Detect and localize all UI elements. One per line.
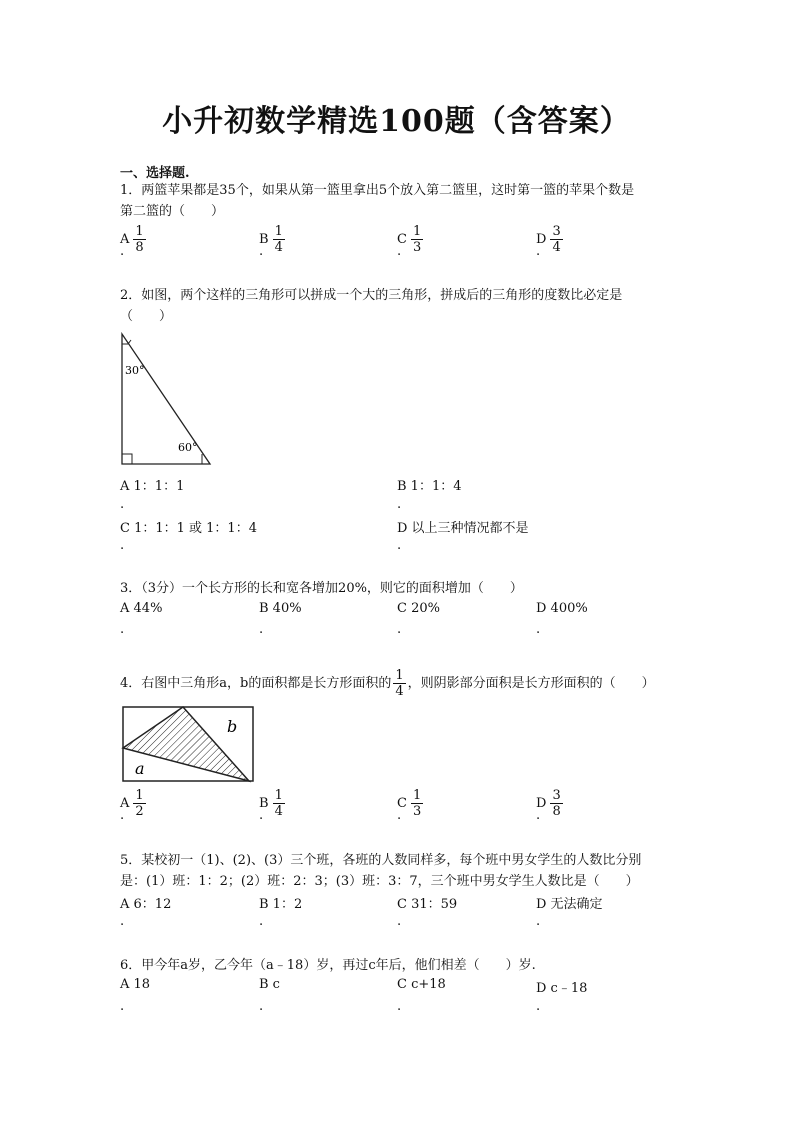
q3-option-b[interactable]: B 40% — [259, 601, 302, 616]
q6-line1: 6．甲今年a岁，乙今年（a﹣18）岁，再过c年后，他们相差（ ）岁. — [120, 958, 536, 973]
q4-option-d-fraction — [550, 788, 562, 819]
q4-line1 — [120, 668, 655, 699]
q4-option-b-fraction — [273, 788, 285, 819]
option-dot: . — [536, 999, 541, 1014]
q5-option-c[interactable]: C 31：59 — [397, 897, 458, 912]
fraction-denominator: 4 — [274, 804, 283, 819]
option-dot: . — [536, 808, 541, 823]
fraction-denominator: 4 — [274, 240, 283, 255]
fraction-denominator: 2 — [135, 804, 144, 819]
fraction-denominator: 3 — [412, 804, 422, 819]
option-dot: . — [120, 622, 125, 637]
q3-option-d[interactable]: D 400% — [536, 601, 588, 616]
q1-option-c-letter: C — [397, 232, 407, 247]
q3-line1: 3．（3分）一个长方形的长和宽各增加20%，则它的面积增加（ ） — [120, 581, 523, 596]
fraction-denominator: 3 — [412, 240, 422, 255]
fraction-numerator: 3 — [552, 224, 561, 239]
fraction-numerator: 1 — [135, 788, 144, 803]
q2-option-a[interactable]: A 1：1：1 — [120, 479, 185, 494]
fraction-denominator: 8 — [552, 804, 561, 819]
label-b: b — [227, 717, 238, 736]
option-dot: . — [397, 914, 402, 929]
q1-option-c-fraction — [411, 224, 423, 255]
q4-option-b-letter: B — [259, 796, 269, 811]
q1-option-a-letter: A — [120, 232, 130, 247]
option-dot: . — [259, 914, 264, 929]
q1-option-b-fraction — [273, 224, 285, 255]
option-dot: . — [397, 999, 402, 1014]
q4-fraction — [393, 668, 405, 699]
angle-60-label: 60° — [178, 441, 198, 454]
q2-option-b[interactable]: B 1：1：4 — [397, 479, 462, 494]
option-dot: . — [536, 914, 541, 929]
q1-option-d-fraction — [550, 224, 562, 255]
q4-option-a-fraction — [133, 788, 145, 819]
option-dot: . — [120, 808, 125, 823]
q6-option-a[interactable]: A 18 — [120, 977, 151, 992]
q5-option-b[interactable]: B 1：2 — [259, 897, 303, 912]
option-dot: . — [536, 244, 541, 259]
q4-text-post: ，则阴影部分面积是长方形面积的（ ） — [407, 676, 655, 691]
option-dot: . — [120, 497, 125, 512]
q2-option-d[interactable]: D 以上三种情况都不是 — [397, 521, 529, 536]
q2-line2: （ ） — [120, 309, 173, 324]
option-dot: . — [259, 808, 264, 823]
fraction-numerator: 1 — [274, 224, 283, 239]
q1-option-a-fraction — [133, 224, 145, 255]
option-dot: . — [259, 622, 264, 637]
fraction-denominator: 8 — [135, 240, 144, 255]
q3-option-c[interactable]: C 20% — [397, 601, 440, 616]
option-dot: . — [120, 244, 125, 259]
option-dot: . — [397, 244, 402, 259]
q2-option-c[interactable]: C 1：1：1 或 1：1：4 — [120, 521, 257, 536]
q4-option-d-letter: D — [536, 796, 547, 811]
q1-option-b-letter: B — [259, 232, 269, 247]
q6-option-b[interactable]: B c — [259, 977, 280, 992]
label-a: a — [135, 759, 145, 778]
fraction-denominator: 4 — [552, 240, 561, 255]
option-dot: . — [397, 622, 402, 637]
rectangle-triangles-figure — [121, 704, 255, 784]
fraction-numerator: 1 — [274, 788, 283, 803]
q1-option-d-letter: D — [536, 232, 547, 247]
fraction-numerator: 3 — [552, 788, 561, 803]
q5-line2: 是：(1）班：1：2；(2）班：2：3；(3）班：3：7，三个班中男女学生人数比是（ ） — [120, 874, 639, 889]
q6-option-d[interactable]: D c﹣18 — [536, 981, 588, 996]
option-dot: . — [397, 808, 402, 823]
fraction-numerator: 1 — [135, 224, 144, 239]
q3-option-a[interactable]: A 44% — [120, 601, 163, 616]
angle-30-label: 30° — [125, 364, 145, 377]
q1-line1: 1．两篮苹果都是35个，如果从第一篮里拿出5个放入第二篮里，这时第一篮的苹果个数是 — [120, 183, 635, 198]
q1-line2: 第二篮的（ ） — [120, 204, 225, 219]
q4-option-c-fraction — [411, 788, 423, 819]
option-dot: . — [259, 999, 264, 1014]
option-dot: . — [397, 538, 402, 553]
option-dot: . — [259, 244, 264, 259]
q4-option-c-letter: C — [397, 796, 407, 811]
q5-line1: 5．某校初一（1)、(2)、(3）三个班，各班的人数同样多，每个班中男女学生的人数比分别 — [120, 853, 642, 868]
fraction-numerator: 1 — [412, 224, 422, 239]
right-angle-mark — [122, 454, 132, 464]
q4-text-pre: 4．右图中三角形a，b的面积都是长方形面积的 — [120, 676, 392, 691]
q4-option-a-letter: A — [120, 796, 130, 811]
option-dot: . — [120, 538, 125, 553]
fraction-numerator: 1 — [395, 668, 404, 683]
fraction-numerator: 1 — [412, 788, 422, 803]
option-dot: . — [120, 999, 125, 1014]
q2-line1: 2．如图，两个这样的三角形可以拼成一个大的三角形，拼成后的三角形的度数比必定是 — [120, 288, 623, 303]
option-dot: . — [536, 622, 541, 637]
option-dot: . — [120, 914, 125, 929]
q5-option-d[interactable]: D 无法确定 — [536, 897, 603, 912]
q6-option-c[interactable]: C c+18 — [397, 977, 446, 992]
fraction-denominator: 4 — [395, 684, 404, 699]
q5-option-a[interactable]: A 6：12 — [120, 897, 172, 912]
section-heading: 一、选择题. — [120, 166, 190, 181]
right-triangle-figure — [118, 332, 218, 470]
page-title: 小升初数学精选100题（含答案） — [162, 104, 631, 139]
option-dot: . — [397, 497, 402, 512]
